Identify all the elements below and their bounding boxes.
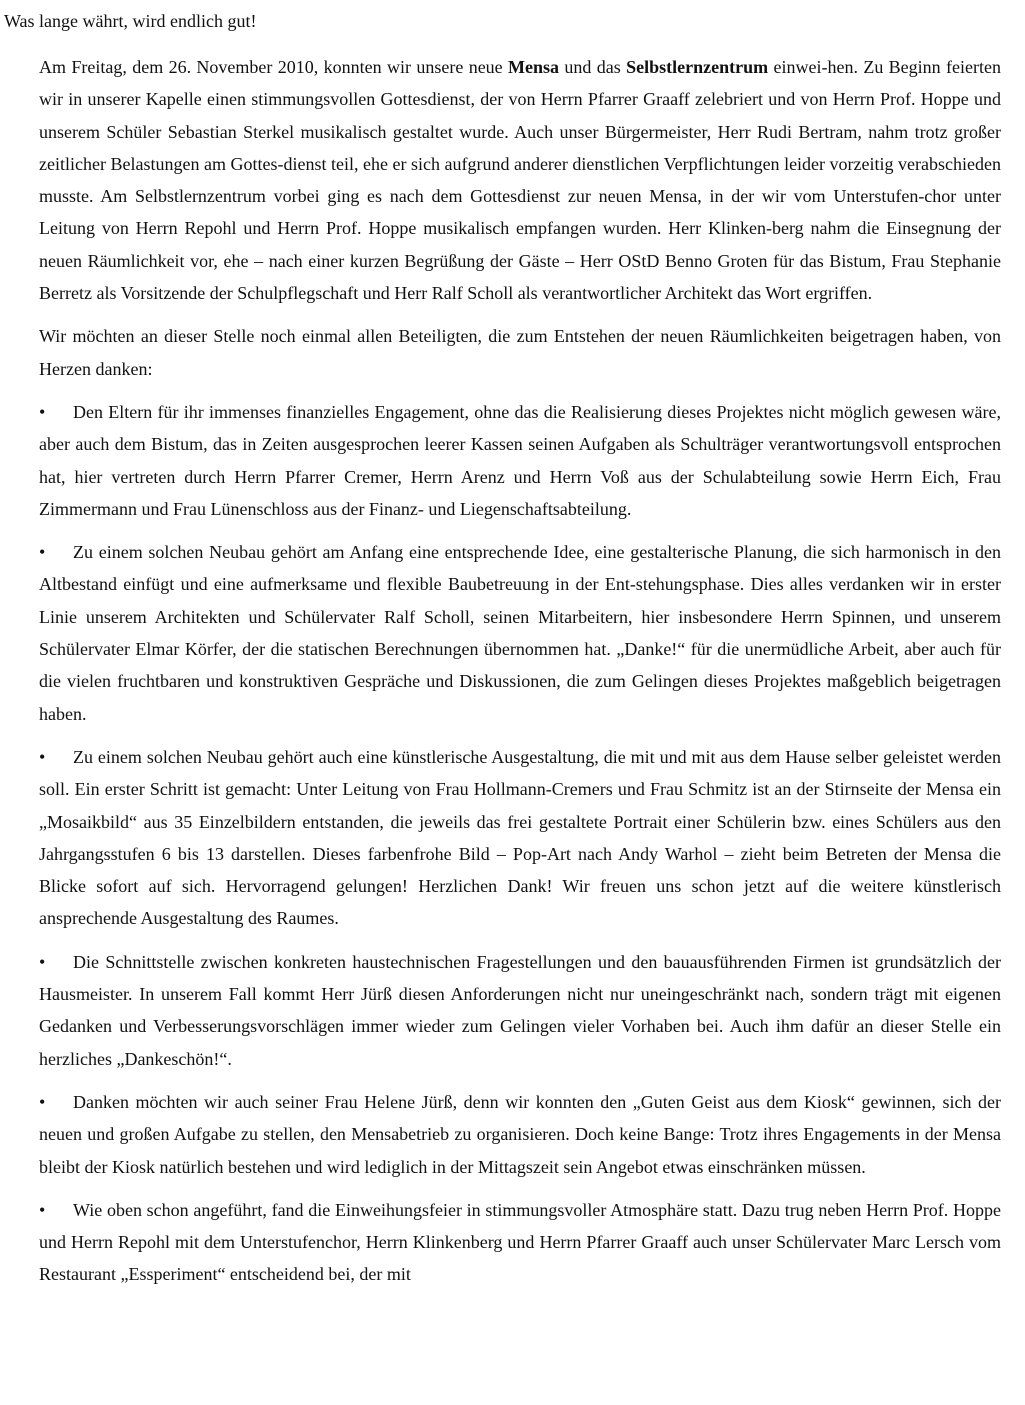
bullet-paragraph-3 xyxy=(39,741,1001,935)
bullet-paragraph-1 xyxy=(39,396,1001,525)
intro-text-3: einwei-hen. Zu Beginn feierten wir in unserer Kapelle einen stimmungsvollen Gottesdienst, der von Herrn Pfarrer Graaff zelebriert und von Herrn Prof. Hoppe und unserem Schüler Sebastian Sterkel musikalisch gestaltet wurde. Auch unser Bürgermeister, Herr Rudi Bertram, nahm trotz großer zeitlicher Belastungen am Gottes-dienst teil, ehe er sich aufgrund anderer dienstlichen Verpflichtungen leider vorzeitig verabschieden musste. Am Selbstlernzentrum vorbei ging es nach dem Gottesdienst zur neuen Mensa, in der wir vom Unterstufen-chor unter Leitung von Herrn Repohl und Herrn Prof. Hoppe musikalisch empfangen wurden. Herr Klinken-berg nahm die Einsegnung der neuen Räumlichkeit vor, ehe – nach einer kurzen Begrüßung der Gäste – Herr OStD Benno Groten für das Bistum, Frau Stephanie Berretz als Vorsitzende der Schulpflegschaft und Herr Ralf Scholl als verantwortlicher Architekt das Wort ergriffen. xyxy=(39,57,1001,304)
bullet-mark: • xyxy=(39,1199,46,1220)
document-body xyxy=(39,51,1001,1302)
bullet-paragraph-2 xyxy=(39,536,1001,730)
bullet-paragraph-4 xyxy=(39,946,1001,1075)
bullet-text-6: Wie oben schon angeführt, fand die Einweihungsfeier in stimmungsvoller Atmosphäre statt. Dazu trug neben Herrn Prof. Hoppe und Herrn Repohl mit dem Unterstufenchor, Herrn Klinkenberg und Herrn Pfarrer Graaff auch unser Schülervater Marc Lersch vom Restaurant „Essperiment“ entscheidend bei, der mit xyxy=(39,1199,1001,1285)
intro-paragraph xyxy=(39,51,1001,309)
bullet-text-3: Zu einem solchen Neubau gehört auch eine künstlerische Ausgestaltung, die mit und mit aus dem Hause selber geleistet werden soll. Ein erster Schritt ist gemacht: Unter Leitung von Frau Hollmann-Cremers und Frau Schmitz ist an der Stirnseite der Mensa ein „Mosaikbild“ aus 35 Einzelbildern entstanden, die jeweils das frei gestaltete Portrait einer Schülerin bzw. eines Schülers aus den Jahrgangsstufen 6 bis 13 darstellen. Dieses farbenfrohe Bild – Pop-Art nach Andy Warhol – zieht beim Betreten der Mensa die Blicke sofort auf sich. Hervorragend gelungen! Herzlichen Dank! Wir freuen uns schon jetzt auf die weitere künstlerisch ansprechende Ausgestaltung des Raumes. xyxy=(39,746,1001,929)
intro-bold-mensa: Mensa xyxy=(508,57,560,77)
bullet-text-1: Den Eltern für ihr immenses finanzielles Engagement, ohne das die Realisierung dieses Projektes nicht möglich gewesen wäre, aber auch dem Bistum, das in Zeiten ausgesprochen leerer Kassen seinen Aufgaben als Schulträger verantwortungsvoll entsprochen hat, hier vertreten durch Herrn Pfarrer Cremer, Herrn Arenz und Herrn Voß aus der Schulabteilung sowie Herrn Eich, Frau Zimmermann und Frau Lünenschloss aus der Finanz- und Liegenschaftsabteilung. xyxy=(39,401,1001,519)
bullet-mark: • xyxy=(39,951,46,972)
thanks-intro-paragraph: Wir möchten an dieser Stelle noch einmal allen Beteiligten, die zum Entstehen der neuen Räumlichkeiten beigetragen haben, von Herzen danken: xyxy=(39,326,1001,379)
bullet-mark: • xyxy=(39,401,46,422)
bullet-text-4: Die Schnittstelle zwischen konkreten haustechnischen Fragestellungen und den bauausführenden Firmen ist grundsätzlich der Hausmeister. In unserem Fall kommt Herr Jürß diesen Anforderungen nicht nur uneingeschränkt nach, sondern trägt mit eigenen Gedanken und Verbesserungsvorschlägen immer wieder zum Gelingen vieler Vorhaben bei. Auch ihm dafür an dieser Stelle ein herzliches „Dankeschön!“. xyxy=(39,951,1001,1069)
intro-bold-selbstlernzentrum: Selbstlernzentrum xyxy=(626,57,769,77)
bullet-paragraph-6 xyxy=(39,1194,1001,1291)
bullet-mark: • xyxy=(39,1091,46,1112)
intro-text-2: und das xyxy=(559,57,627,77)
bullet-paragraph-5 xyxy=(39,1086,1001,1183)
bullet-text-2: Zu einem solchen Neubau gehört am Anfang eine entsprechende Idee, eine gestalterische Planung, die sich harmonisch in den Altbestand einfügt und eine aufmerksame und flexible Baubetreuung in der Ent-stehungsphase. Dies alles verdanken wir in erster Linie unserem Architekten und Schülervater Ralf Scholl, seinen Mitarbeitern, hier insbesondere Herrn Spinnen, und unserem Schülervater Elmar Körfer, der die statischen Berechnungen übernommen hat. „Danke!“ für die unermüdliche Arbeit, aber auch für die vielen fruchtbaren und konstruktiven Gespräche und Diskussionen, die zum Gelingen dieses Projektes maßgeblich beigetragen haben. xyxy=(39,542,1001,724)
bullet-mark: • xyxy=(39,542,46,563)
document-title: Was lange währt, wird endlich gut! xyxy=(4,11,257,31)
bullet-text-5: Danken möchten wir auch seiner Frau Helene Jürß, denn wir konnten den „Guten Geist aus dem Kiosk“ gewinnen, sich der neuen und großen Aufgabe zu stellen, den Mensabetrieb zu organisieren. Doch keine Bange: Trotz ihres Engagements in der Mensa bleibt der Kiosk natürlich bestehen und wird lediglich in der Mittagszeit sein Angebot etwas einschränken müssen. xyxy=(39,1091,1001,1177)
intro-text-1: Am Freitag, dem 26. November 2010, konnten wir unsere neue xyxy=(39,57,509,77)
bullet-mark: • xyxy=(39,746,46,767)
